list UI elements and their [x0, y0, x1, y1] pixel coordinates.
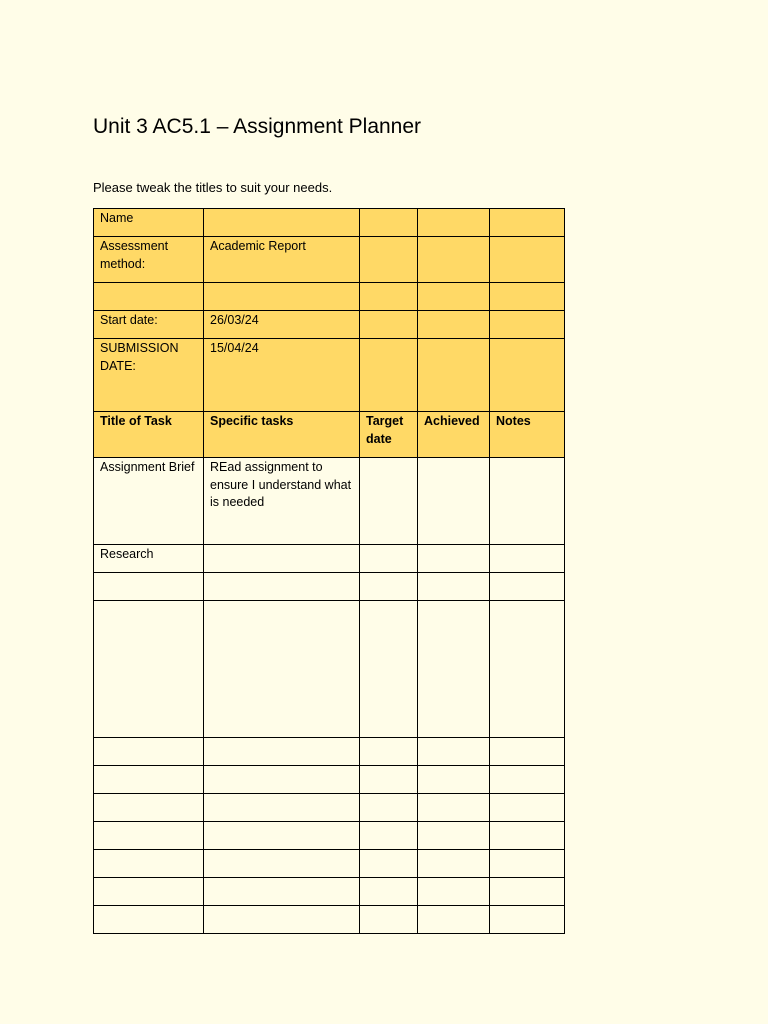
task-specific-cell[interactable] [204, 794, 360, 822]
info-label: SUBMISSION DATE: [94, 339, 204, 412]
info-cell[interactable] [418, 339, 490, 412]
table-row [94, 878, 565, 906]
task-title-cell[interactable] [94, 601, 204, 738]
info-cell[interactable] [418, 209, 490, 237]
info-cell[interactable] [360, 311, 418, 339]
task-achieved-cell[interactable] [418, 545, 490, 573]
info-row-blank [94, 283, 565, 311]
task-title-cell[interactable] [94, 906, 204, 934]
task-title-cell[interactable] [94, 822, 204, 850]
table-row [94, 822, 565, 850]
task-achieved-cell[interactable] [418, 850, 490, 878]
task-target-cell[interactable] [360, 794, 418, 822]
task-notes-cell[interactable] [490, 573, 565, 601]
task-title-cell[interactable] [94, 573, 204, 601]
header-achieved: Achieved [418, 412, 490, 458]
table-row [94, 545, 565, 573]
task-notes-cell[interactable] [490, 458, 565, 545]
task-title-cell[interactable] [94, 794, 204, 822]
task-target-cell[interactable] [360, 878, 418, 906]
info-value[interactable]: Academic Report [204, 237, 360, 283]
task-target-cell[interactable] [360, 822, 418, 850]
task-notes-cell[interactable] [490, 822, 565, 850]
info-cell[interactable] [418, 283, 490, 311]
info-cell[interactable] [490, 237, 565, 283]
task-target-cell[interactable] [360, 850, 418, 878]
instructions-text: Please tweak the titles to suit your needs. [93, 180, 333, 195]
task-specific-cell[interactable] [204, 822, 360, 850]
assignment-planner-table [93, 208, 565, 934]
table-row [94, 850, 565, 878]
header-target-date: Target date [360, 412, 418, 458]
table-row [94, 573, 565, 601]
task-notes-cell[interactable] [490, 601, 565, 738]
info-cell[interactable] [418, 237, 490, 283]
task-specific-cell[interactable] [204, 601, 360, 738]
info-value[interactable] [204, 283, 360, 311]
task-achieved-cell[interactable] [418, 766, 490, 794]
info-row-assessment-method [94, 237, 565, 283]
table-header-row [94, 412, 565, 458]
task-target-cell[interactable] [360, 545, 418, 573]
task-target-cell[interactable] [360, 601, 418, 738]
info-cell[interactable] [490, 209, 565, 237]
task-target-cell[interactable] [360, 766, 418, 794]
task-achieved-cell[interactable] [418, 906, 490, 934]
table-row [94, 458, 565, 545]
info-cell[interactable] [360, 283, 418, 311]
task-achieved-cell[interactable] [418, 458, 490, 545]
task-notes-cell[interactable] [490, 878, 565, 906]
task-achieved-cell[interactable] [418, 878, 490, 906]
task-specific-cell[interactable] [204, 906, 360, 934]
info-cell[interactable] [360, 209, 418, 237]
info-row-submission-date [94, 339, 565, 412]
info-cell[interactable] [490, 311, 565, 339]
task-title-cell[interactable] [94, 878, 204, 906]
task-achieved-cell[interactable] [418, 573, 490, 601]
info-label[interactable] [94, 283, 204, 311]
task-title-cell[interactable]: Research [94, 545, 204, 573]
task-achieved-cell[interactable] [418, 794, 490, 822]
info-value[interactable]: 15/04/24 [204, 339, 360, 412]
task-notes-cell[interactable] [490, 766, 565, 794]
table-row [94, 794, 565, 822]
info-cell[interactable] [360, 237, 418, 283]
task-target-cell[interactable] [360, 573, 418, 601]
task-notes-cell[interactable] [490, 738, 565, 766]
task-notes-cell[interactable] [490, 850, 565, 878]
info-label: Assessment method: [94, 237, 204, 283]
table-row [94, 906, 565, 934]
task-target-cell[interactable] [360, 458, 418, 545]
info-cell[interactable] [490, 339, 565, 412]
info-cell[interactable] [490, 283, 565, 311]
info-row-name [94, 209, 565, 237]
table-row [94, 766, 565, 794]
task-specific-cell[interactable]: REad assignment to ensure I understand what is needed [204, 458, 360, 545]
header-notes: Notes [490, 412, 565, 458]
task-target-cell[interactable] [360, 906, 418, 934]
table-row [94, 738, 565, 766]
task-specific-cell[interactable] [204, 766, 360, 794]
task-specific-cell[interactable] [204, 545, 360, 573]
info-row-start-date [94, 311, 565, 339]
task-title-cell[interactable] [94, 850, 204, 878]
task-achieved-cell[interactable] [418, 822, 490, 850]
page-title: Unit 3 AC5.1 – Assignment Planner [93, 115, 422, 138]
task-specific-cell[interactable] [204, 850, 360, 878]
info-label: Start date: [94, 311, 204, 339]
header-specific-tasks: Specific tasks [204, 412, 360, 458]
task-target-cell[interactable] [360, 738, 418, 766]
info-value[interactable] [204, 209, 360, 237]
task-title-cell[interactable] [94, 738, 204, 766]
task-title-cell[interactable] [94, 766, 204, 794]
task-notes-cell[interactable] [490, 545, 565, 573]
task-notes-cell[interactable] [490, 794, 565, 822]
info-value[interactable]: 26/03/24 [204, 311, 360, 339]
task-specific-cell[interactable] [204, 573, 360, 601]
header-title-of-task: Title of Task [94, 412, 204, 458]
task-notes-cell[interactable] [490, 906, 565, 934]
table-row [94, 601, 565, 738]
task-specific-cell[interactable] [204, 878, 360, 906]
info-cell[interactable] [418, 311, 490, 339]
task-specific-cell[interactable] [204, 738, 360, 766]
task-achieved-cell[interactable] [418, 738, 490, 766]
info-cell[interactable] [360, 339, 418, 412]
task-title-cell[interactable]: Assignment Brief [94, 458, 204, 545]
task-achieved-cell[interactable] [418, 601, 490, 738]
info-label: Name [94, 209, 204, 237]
